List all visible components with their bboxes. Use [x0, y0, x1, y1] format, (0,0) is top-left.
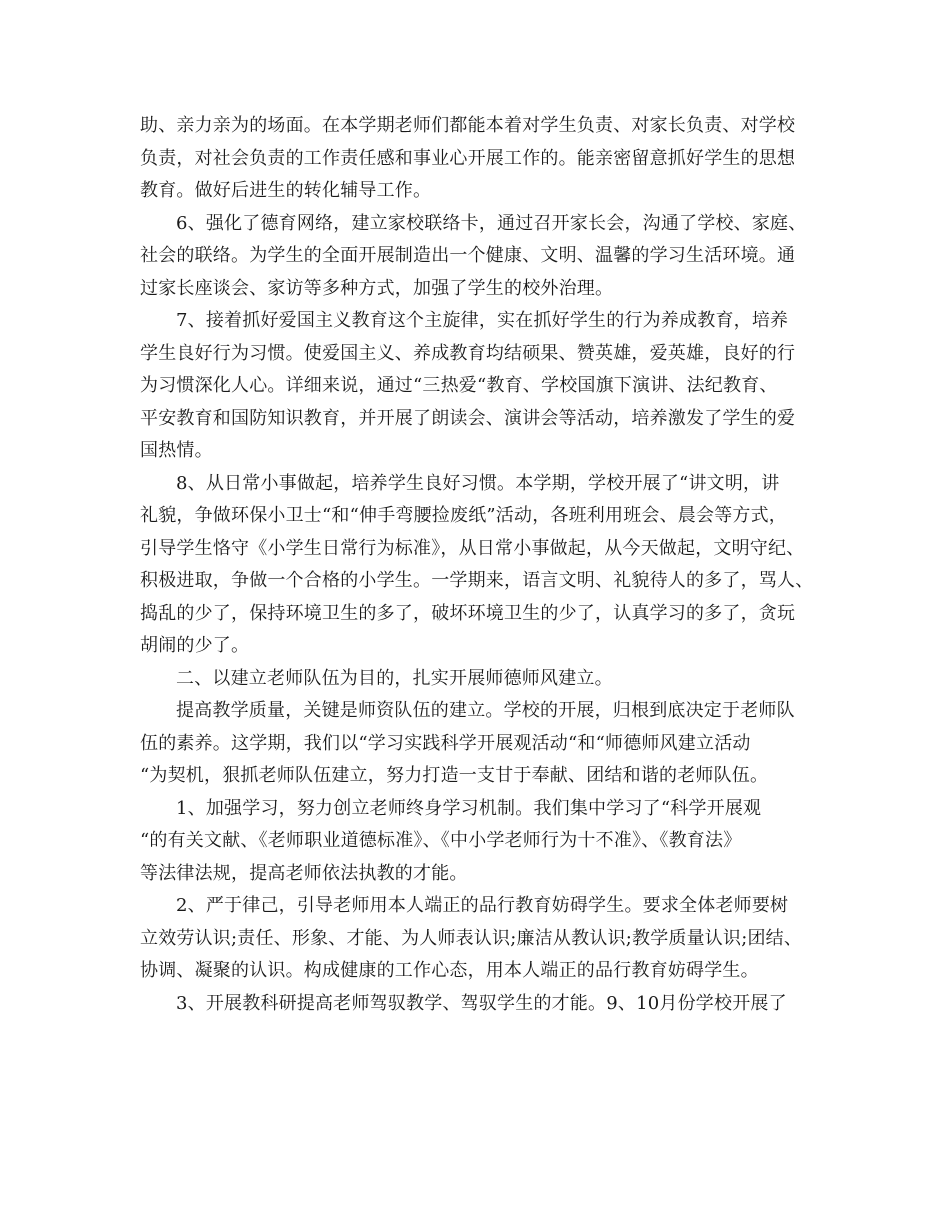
text-line: 积极进取，争做一个合格的小学生。一学期来，语言文明、礼貌待人的多了，骂人、 [140, 570, 814, 591]
text-line: 过家长座谈会、家访等多种方式，加强了学生的校外治理。 [140, 277, 614, 299]
text-line: “的有关文献、《老师职业道德标准》、《中小学老师行为十不准》、《教育法》 [140, 830, 742, 851]
text-line: 为习惯深化人心。详细来说，通过“三热爱“教育、学校国旗下演讲、法纪教育、 [140, 375, 778, 396]
text-line: 负责，对社会负责的工作责任感和事业心开展工作的。能亲密留意抓好学生的思想 [140, 147, 796, 169]
document-body [140, 110, 830, 1020]
text-line: 助、亲力亲为的场面。在本学期老师们都能本着对学生负责、对家长负责、对学校 [140, 115, 796, 136]
text-line: 7、接着抓好爱国主义教育这个主旋律，实在抓好学生的行为养成教育，培养 [176, 310, 789, 331]
text-line: 1、加强学习，努力创立老师终身学习机制。我们集中学习了“科学开展观 [176, 797, 762, 819]
text-line: 3、开展教科研提高老师驾驭教学、驾驭学生的才能。9、10月份学校开展了 [176, 992, 787, 1014]
text-line: 8、从日常小事做起，培养学生良好习惯。本学期，学校开展了“讲文明，讲 [176, 472, 780, 494]
text-line: 2、严于律己，引导老师用本人端正的品行教育妨碍学生。要求全体老师要树 [176, 895, 789, 916]
text-line: 等法律法规，提高老师依法执教的才能。 [140, 862, 468, 884]
text-line: 社会的联络。为学生的全面开展制造出一个健康、文明、温馨的学习生活环境。通 [140, 245, 796, 266]
text-line: “为契机，狠抓老师队伍建立，努力打造一支甘于奉献、团结和谐的老师队伍。 [140, 765, 769, 786]
text-line: 伍的素养。这学期，我们以“学习实践科学开展观活动“和“师德师风建立活动 [140, 732, 751, 754]
text-line: 引导学生恪守《小学生日常行为标准》，从日常小事做起，从今天做起，文明守纪、 [140, 537, 805, 559]
text-line: 6、强化了德育网络，建立家校联络卡，通过召开家长会，沟通了学校、家庭、 [176, 212, 807, 234]
text-line: 学生良好行为习惯。使爱国主义、养成教育均结硕果、赞英雄，爱英雄，良好的行 [140, 342, 796, 364]
text-line: 礼貌，争做环保小卫士“和“伸手弯腰捡废纸”活动，各班利用班会、晨会等方式， [140, 505, 788, 526]
text-line: 立效劳认识;责任、形象、才能、为人师表认识;廉洁从教认识;教学质量认识;团结、 [140, 927, 803, 949]
text-line: 捣乱的少了，保持环境卫生的多了，破坏环境卫生的少了，认真学习的多了，贪玩 [140, 602, 796, 624]
text-line: 协调、凝聚的认识。构成健康的工作心态，用本人端正的品行教育妨碍学生。 [140, 960, 759, 981]
text-line: 平安教育和国防知识教育，并开展了朗读会、演讲会等活动，培养激发了学生的爱 [140, 407, 796, 429]
text-line: 教育。做好后进生的转化辅导工作。 [140, 180, 432, 201]
text-line: 国热情。 [140, 440, 213, 461]
text-line: 二、以建立老师队伍为目的，扎实开展师德师风建立。 [176, 667, 613, 689]
text-line: 胡闹的少了。 [140, 635, 250, 656]
text-line: 提高教学质量，关键是师资队伍的建立。学校的开展，归根到底决定于老师队 [176, 700, 795, 721]
